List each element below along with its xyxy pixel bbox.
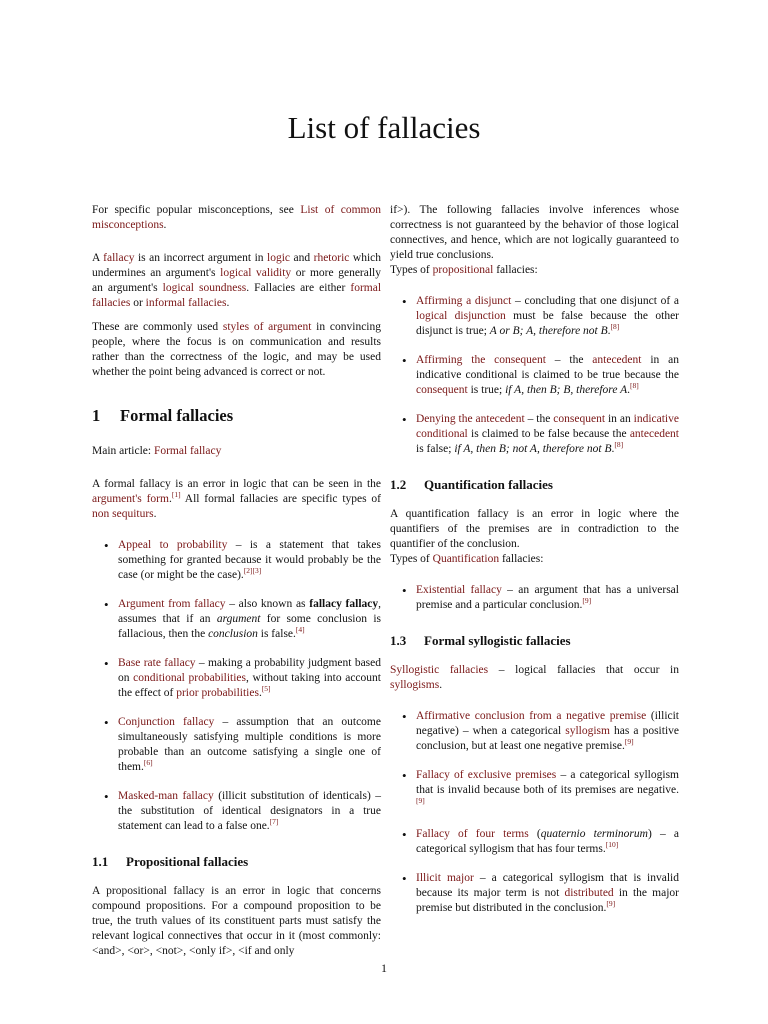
link-propositional[interactable]: propositional (432, 264, 494, 276)
link-illicit-major[interactable]: Illicit major (416, 872, 474, 884)
citation-link[interactable]: [2][3] (243, 566, 262, 576)
link-rhetoric[interactable]: rhetoric (313, 252, 350, 264)
citation-link[interactable]: [6] (143, 758, 153, 768)
quantification-fallacy-list (390, 583, 679, 613)
list-item: • Affirming the consequent – the antecedent in an indicative conditional is claimed to be true because the consequent is true; if A, then B; B, therefore A.[8] (390, 353, 679, 398)
citation-link[interactable]: [9] (606, 899, 616, 909)
link-conjunction-fallacy[interactable]: Conjunction fallacy (118, 716, 215, 728)
section-heading-quantification: 1.2 Quantification fallacies (390, 477, 553, 492)
link-syllogisms[interactable]: syllogisms (390, 679, 440, 691)
list-item: • Denying the antecedent – the consequent in an indicative conditional is claimed to be false because the antecedent is false; if A, then B; not A, therefore not B.[8] (390, 412, 679, 457)
list-item: • Affirming a disjunct – concluding that one disjunct of a logical disjunction must be false because the other disjunct is true; A or B; A, therefore not B.[8] (390, 294, 679, 339)
propositional-types: Types of propositional fallacies: (390, 264, 538, 276)
link-non-sequiturs[interactable]: non sequiturs (92, 508, 154, 520)
quantification-definition: A quantification fallacy is an error in logic where the quantifiers of the premises are in contradiction to the quantifier of the conclusion. (390, 508, 679, 550)
link-styles-of-argument[interactable]: styles of argument (222, 321, 312, 333)
formal-definition: A formal fallacy is an error in logic that can be seen in the argument's form.[1] All formal fallacies are specific types of non sequiturs. (92, 478, 382, 520)
citation-link[interactable]: [5] (261, 684, 271, 694)
link-formal-fallacies[interactable]: formal fallacies (92, 282, 382, 309)
quantification-types: Types of Quantification fallacies: (390, 553, 544, 565)
citation-link[interactable]: [8] (630, 381, 639, 391)
list-item: • Argument from fallacy – also known as fallacy fallacy, assumes that if an argument for some conclusion is fallacious, then the conclusion is false.[4] (92, 597, 381, 642)
intro-see: For specific popular misconceptions, see List of common misconceptions. (92, 204, 382, 231)
link-indicative-conditional[interactable]: indicative conditional (416, 413, 679, 440)
propositional-fallacy-list (390, 294, 679, 457)
link-distributed[interactable]: distributed (564, 887, 614, 899)
link-consequent[interactable]: consequent (553, 413, 606, 425)
citation-link[interactable]: [1] (171, 490, 181, 500)
link-quantification[interactable]: Quantification (432, 553, 500, 565)
link-antecedent[interactable]: antecedent (629, 428, 679, 440)
link-logical-disjunction[interactable]: logical disjunction (416, 310, 506, 322)
link-denying-the-antecedent[interactable]: Denying the antecedent (416, 413, 525, 425)
link-syllogism[interactable]: syllogism (565, 725, 610, 737)
link-existential-fallacy[interactable]: Existential fallacy (416, 584, 502, 596)
list-item: • Fallacy of four terms (quaternio terminorum) – a categorical syllogism that has four terms.[10] (390, 827, 679, 857)
link-fallacy-of-four-terms[interactable]: Fallacy of four terms (416, 828, 529, 840)
link-arguments-form[interactable]: argument's form (92, 493, 169, 505)
link-affirming-the-consequent[interactable]: Affirming the consequent (416, 354, 546, 366)
citation-link[interactable]: [9] (582, 596, 592, 606)
formal-fallacy-list (92, 538, 381, 834)
link-formal-fallacy[interactable]: Formal fallacy (153, 445, 222, 457)
link-base-rate-fallacy[interactable]: Base rate fallacy (118, 657, 196, 669)
link-informal-fallacies[interactable]: informal fallacies (145, 297, 227, 309)
left-column (92, 203, 381, 968)
link-antecedent[interactable]: antecedent (592, 354, 642, 366)
link-list-of-common-misconceptions[interactable]: List of common misconceptions (92, 204, 382, 231)
link-masked-man-fallacy[interactable]: Masked-man fallacy (118, 790, 214, 802)
section-heading-syllogistic: 1.3 Formal syllogistic fallacies (390, 633, 571, 648)
citation-link[interactable]: [9] (624, 737, 634, 747)
citation-link[interactable]: [4] (295, 625, 305, 635)
section-heading-propositional: 1.1 Propositional fallacies (92, 854, 249, 869)
section-heading-formal: 1 Formal fallacies (92, 406, 234, 425)
page-number: 1 (381, 961, 387, 975)
link-logical-validity[interactable]: logical validity (220, 267, 292, 279)
intro-definition: A fallacy is an incorrect argument in logic and rhetoric which undermines an argument's logical validity or more generally an argument's logical soundness. Fallacies are either formal fallacies or informal fallacies. (92, 252, 382, 309)
list-item: • Existential fallacy – an argument that has a universal premise and a particular conclusion.[9] (390, 583, 679, 613)
link-fallacy[interactable]: fallacy (103, 252, 135, 264)
main-article-note: Main article: Formal fallacy (92, 445, 222, 457)
citation-link[interactable]: [10] (605, 840, 619, 850)
link-logic[interactable]: logic (267, 252, 291, 264)
propositional-definition-continued: if>). The following fallacies involve inferences whose correctness is not guaranteed by the behavior of those logical connectives, and hence, which are not logically guaranteed to yield true conclusions. (390, 204, 679, 261)
list-item: • Base rate fallacy – making a probability judgment based on conditional probabilities, without taking into account the effect of prior probabilities.[5] (92, 656, 381, 701)
page-title: List of fallacies (287, 110, 481, 145)
link-fallacy-of-exclusive-premises[interactable]: Fallacy of exclusive premises (416, 769, 557, 781)
citation-link[interactable]: [8] (610, 322, 620, 332)
link-logical-soundness[interactable]: logical soundness (162, 282, 247, 294)
link-conditional-probabilities[interactable]: conditional probabilities (133, 672, 247, 684)
list-item: • Masked-man fallacy (illicit substitution of identicals) – the substitution of identical designators in a true statement can lead to a false one.[7] (92, 789, 381, 834)
list-item: • Appeal to probability – is a statement that takes something for granted because it would probably be the case (or might be the case).[2][3] (92, 538, 381, 583)
list-item: • Illicit major – a categorical syllogism that is invalid because its major term is not distributed in the major premise but distributed in the conclusion.[9] (390, 871, 679, 916)
list-item: • Conjunction fallacy – assumption that an outcome simultaneously satisfying multiple conditions is more probable than an outcome satisfying a single one of them.[6] (92, 715, 381, 775)
link-consequent[interactable]: consequent (416, 384, 468, 396)
propositional-definition: A propositional fallacy is an error in logic that concerns compound propositions. For a compound proposition to be true, the truth values of its constituent parts must satisfy the relevant logical connectives that occur in it (most commonly: <and>, <or>, <not>, <only if>, <if and only (92, 885, 381, 957)
link-argument-from-fallacy[interactable]: Argument from fallacy (118, 598, 226, 610)
citation-link[interactable]: [7] (269, 817, 279, 827)
syllogistic-fallacy-list (390, 709, 679, 916)
intro-usage: These are commonly used styles of argument in convincing people, where the focus is on communication and results rather than the correctness of the logic, and may be used whether the point being advanced is correct or not. (92, 321, 381, 378)
citation-link[interactable]: [8] (614, 440, 624, 450)
right-column (390, 203, 679, 930)
link-affirming-a-disjunct[interactable]: Affirming a disjunct (416, 295, 512, 307)
citation-link[interactable]: [9] (416, 796, 425, 806)
link-syllogistic-fallacies[interactable]: Syllogistic fallacies (390, 664, 489, 676)
list-item: • Fallacy of exclusive premises – a categorical syllogism that is invalid because both of its premises are negative.[9] (390, 768, 679, 813)
syllogistic-definition: Syllogistic fallacies – logical fallacies that occur in syllogisms. (390, 664, 679, 691)
link-appeal-to-probability[interactable]: Appeal to probability (118, 539, 228, 551)
link-affirmative-conclusion-from-negative-premise[interactable]: Affirmative conclusion from a negative premise (416, 710, 647, 722)
list-item: • Affirmative conclusion from a negative premise (illicit negative) – when a categorical syllogism has a positive conclusion, but at least one negative premise.[9] (390, 709, 679, 754)
link-prior-probabilities[interactable]: prior probabilities (176, 687, 259, 699)
